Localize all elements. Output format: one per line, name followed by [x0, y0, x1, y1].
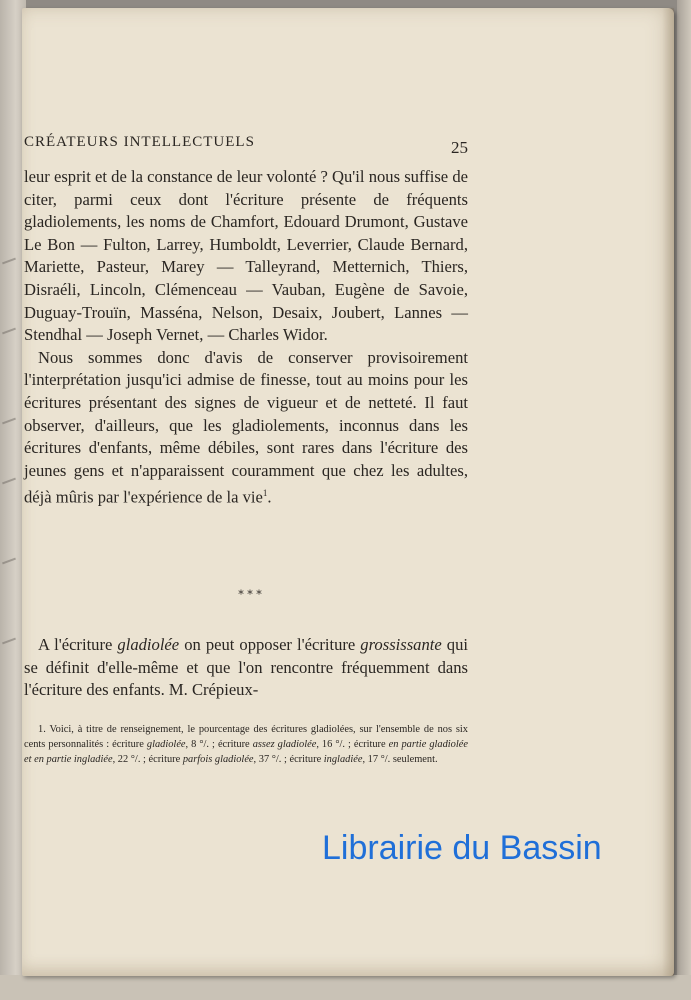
footnote-segment: , 16 °/. ; écriture [316, 739, 389, 750]
page-number: 25 [451, 138, 468, 157]
body-text-continued [24, 634, 468, 702]
footnote-italic: parfois gladiolée [182, 754, 254, 765]
watermark-text: Librairie du Bassin [322, 829, 602, 867]
footnote-segment: , 17 °/. seulement. [362, 754, 438, 765]
footnote-segment: Voici, à titre de renseignement, le pourcentage des écritures gladiolées, sur l'ensemble de nos six cents personnalités : écriture [24, 724, 468, 750]
italic-term: grossissante [360, 635, 442, 654]
paragraph-3-text: A l'écriture [38, 635, 118, 654]
paragraph-3 [24, 634, 468, 702]
italic-term: gladiolée [117, 635, 180, 654]
running-head-title: CRÉATEURS INTELLECTUELS [24, 134, 255, 150]
ink-mark [2, 258, 16, 265]
paragraph-2-text: Nous sommes donc d'avis de conserver provisoirement l'interprétation jusqu'ici admise de finesse, tout au moins pour les écritures présentant des signes de vigueur et de netteté. Il faut observer, d'ailleurs, que les gladiolements, inconnus dans les écritures d'enfants, même débiles, sont rares dans l'écriture des jeunes gens et n'apparaissent couramment que chez les adultes, déjà mûris par l'expérience de la vie [24, 347, 468, 507]
paragraph-1: leur esprit et de la constance de leur volonté ? Qu'il nous suffise de citer, parmi ceux dont l'écriture présente de fréquents gladiolements, les noms de Chamfort, Edouard Drumont, Gustave Le Bon — Fulton, Larrey, Humboldt, Leverrier, Claude Bernard, Mariette, Pasteur, Marey — Talleyrand, Metternich, Thiers, Disraéli, Lincoln, Clémenceau — Vauban, Eugène de Savoie, Duguay-Trouïn, Masséna, Nelson, Desaix, Joubert, Lannes — Stendhal — Joseph Vernet, — Charles Widor. [24, 167, 468, 345]
background-right [677, 0, 691, 1000]
ink-mark [2, 638, 16, 645]
footnote-italic: gladiolée [146, 739, 186, 750]
paragraph-3-text: qui se définit d'elle-même et que l'on rencontre fréquemment dans l'écriture des enfants. M. Crépieux- [24, 635, 468, 700]
footnote-reference: 1 [262, 488, 268, 499]
paragraph-3-text: on peut opposer l'écriture [179, 635, 361, 654]
paragraph-2: Nous sommes donc d'avis de conserver provisoirement l'interprétation jusqu'ici admise de finesse, tout au moins pour les écritures présentant des signes de vigueur et de netteté. Il faut observer, d'ailleurs, que les gladiolements, inconnus dans les écritures d'enfants, même débiles, sont rares dans l'écriture des jeunes gens et n'apparaissent couramment que chez les adultes, déjà mûris par l'expérience de la vie$^1$. [24, 347, 468, 507]
footnote-segment: , 22 °/. ; écriture [112, 754, 183, 765]
section-separator [230, 590, 270, 620]
footnote-italic: en partie gladiolée et en partie ingladiée [24, 739, 468, 765]
ink-mark [2, 418, 16, 425]
separator-asterisks: * * * [238, 588, 262, 601]
ink-mark [2, 328, 16, 335]
footnote-number: 1. [38, 724, 46, 735]
body-text [24, 166, 468, 509]
ink-mark [2, 478, 16, 485]
footnote [24, 722, 468, 767]
footnote-italic: ingladiée [323, 754, 363, 765]
footnote-segment: , 8 °/. ; écriture [185, 739, 253, 750]
background-bottom [0, 975, 691, 1000]
ink-mark [2, 558, 16, 565]
page-edge-shadow [662, 8, 674, 976]
footnote-text [24, 722, 468, 767]
footnote-segment: , 37 °/. ; écriture [253, 754, 324, 765]
footnote-italic: assez gladiolée [252, 739, 317, 750]
running-head [24, 134, 468, 160]
